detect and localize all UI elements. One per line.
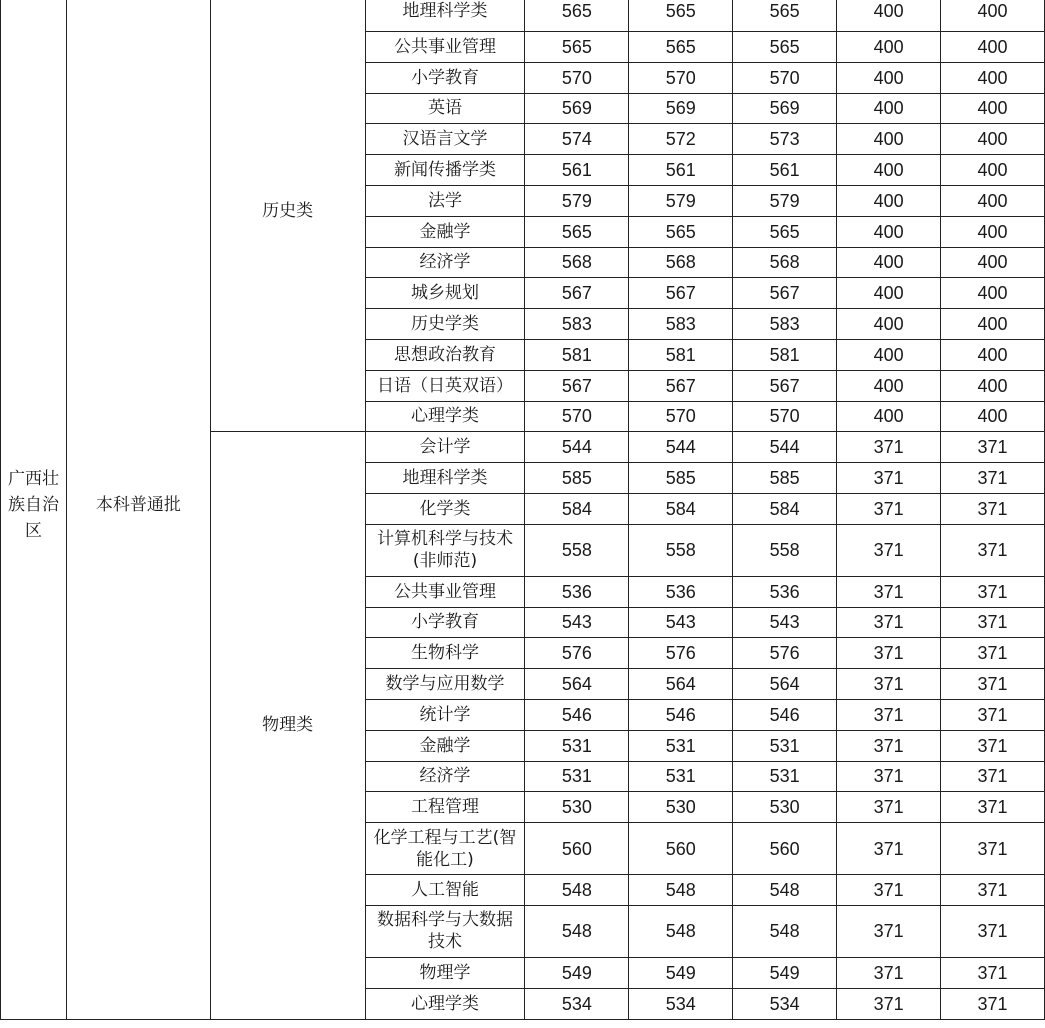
score-cell: 558 — [525, 524, 629, 576]
score-cell: 371 — [941, 524, 1045, 576]
score-cell: 584 — [733, 493, 837, 524]
major-cell: 小学教育 — [365, 62, 525, 93]
score-cell: 536 — [733, 576, 837, 607]
major-cell: 历史学类 — [365, 309, 525, 340]
score-cell: 371 — [837, 957, 941, 988]
score-cell: 534 — [525, 988, 629, 1019]
score-cell: 548 — [629, 875, 733, 906]
score-cell: 567 — [629, 278, 733, 309]
major-cell: 化学工程与工艺(智能化工) — [365, 823, 525, 875]
major-cell: 英语 — [365, 93, 525, 124]
major-cell: 法学 — [365, 185, 525, 216]
score-cell: 564 — [525, 669, 629, 700]
score-cell: 558 — [629, 524, 733, 576]
score-cell: 400 — [941, 370, 1045, 401]
major-cell: 汉语言文学 — [365, 124, 525, 155]
score-cell: 531 — [733, 761, 837, 792]
score-cell: 548 — [525, 875, 629, 906]
score-cell: 400 — [837, 185, 941, 216]
score-cell: 536 — [525, 576, 629, 607]
score-cell: 371 — [837, 730, 941, 761]
score-cell: 560 — [525, 823, 629, 875]
score-cell: 583 — [733, 309, 837, 340]
major-cell: 生物科学 — [365, 638, 525, 669]
score-cell: 565 — [525, 0, 629, 32]
score-cell: 400 — [837, 155, 941, 186]
major-cell: 地理科学类 — [365, 463, 525, 494]
score-cell: 568 — [629, 247, 733, 278]
score-cell: 569 — [525, 93, 629, 124]
score-cell: 400 — [941, 216, 1045, 247]
score-cell: 371 — [837, 432, 941, 463]
score-cell: 400 — [941, 124, 1045, 155]
score-cell: 570 — [629, 401, 733, 432]
score-cell: 561 — [525, 155, 629, 186]
score-cell: 530 — [733, 792, 837, 823]
score-cell: 569 — [629, 93, 733, 124]
score-cell: 548 — [629, 905, 733, 957]
score-cell: 371 — [941, 792, 1045, 823]
score-cell: 546 — [733, 699, 837, 730]
score-cell: 371 — [941, 875, 1045, 906]
table-row — [1, 0, 1045, 32]
score-cell: 567 — [733, 370, 837, 401]
score-cell: 371 — [941, 957, 1045, 988]
major-cell: 日语（日英双语） — [365, 370, 525, 401]
score-cell: 565 — [733, 216, 837, 247]
score-cell: 548 — [525, 905, 629, 957]
major-cell: 新闻传播学类 — [365, 155, 525, 186]
score-cell: 400 — [941, 278, 1045, 309]
score-cell: 579 — [629, 185, 733, 216]
score-cell: 400 — [941, 339, 1045, 370]
score-cell: 371 — [837, 699, 941, 730]
score-cell: 565 — [525, 216, 629, 247]
score-cell: 400 — [837, 62, 941, 93]
score-cell: 371 — [941, 669, 1045, 700]
score-cell: 567 — [733, 278, 837, 309]
score-cell: 584 — [629, 493, 733, 524]
score-cell: 585 — [733, 463, 837, 494]
score-cell: 576 — [525, 638, 629, 669]
score-cell: 560 — [733, 823, 837, 875]
score-cell: 400 — [941, 401, 1045, 432]
major-cell: 经济学 — [365, 247, 525, 278]
score-cell: 371 — [941, 905, 1045, 957]
score-cell: 371 — [941, 463, 1045, 494]
score-cell: 579 — [525, 185, 629, 216]
score-cell: 549 — [525, 957, 629, 988]
score-cell: 565 — [629, 216, 733, 247]
score-cell: 531 — [629, 730, 733, 761]
score-cell: 371 — [941, 493, 1045, 524]
score-cell: 561 — [733, 155, 837, 186]
score-cell: 565 — [525, 32, 629, 63]
score-cell: 371 — [941, 638, 1045, 669]
score-cell: 400 — [941, 185, 1045, 216]
score-cell: 400 — [837, 247, 941, 278]
major-cell: 地理科学类 — [365, 0, 525, 32]
score-cell: 371 — [941, 432, 1045, 463]
score-cell: 568 — [733, 247, 837, 278]
score-cell: 585 — [525, 463, 629, 494]
major-cell: 经济学 — [365, 761, 525, 792]
score-cell: 531 — [525, 761, 629, 792]
score-cell: 583 — [629, 309, 733, 340]
score-cell: 400 — [837, 93, 941, 124]
score-cell: 400 — [837, 216, 941, 247]
score-cell: 567 — [629, 370, 733, 401]
score-cell: 564 — [629, 669, 733, 700]
score-cell: 371 — [837, 669, 941, 700]
major-cell: 心理学类 — [365, 401, 525, 432]
score-cell: 565 — [733, 0, 837, 32]
score-cell: 567 — [525, 370, 629, 401]
score-cell: 569 — [733, 93, 837, 124]
score-cell: 400 — [941, 93, 1045, 124]
major-cell: 金融学 — [365, 730, 525, 761]
score-cell: 371 — [837, 607, 941, 638]
major-cell: 数据科学与大数据技术 — [365, 905, 525, 957]
score-cell: 548 — [733, 875, 837, 906]
category-cell: 历史类 — [210, 0, 365, 432]
major-cell: 人工智能 — [365, 875, 525, 906]
major-cell: 金融学 — [365, 216, 525, 247]
score-cell: 565 — [629, 32, 733, 63]
score-cell: 584 — [525, 493, 629, 524]
region-cell: 广西壮族自治区 — [1, 0, 67, 1019]
score-cell: 570 — [733, 401, 837, 432]
major-cell: 心理学类 — [365, 988, 525, 1019]
score-cell: 371 — [941, 699, 1045, 730]
score-cell: 558 — [733, 524, 837, 576]
table-body — [1, 0, 1045, 1019]
score-cell: 371 — [837, 638, 941, 669]
major-cell: 城乡规划 — [365, 278, 525, 309]
score-cell: 371 — [837, 988, 941, 1019]
score-cell: 583 — [525, 309, 629, 340]
score-cell: 530 — [525, 792, 629, 823]
major-cell: 数学与应用数学 — [365, 669, 525, 700]
score-cell: 570 — [525, 401, 629, 432]
batch-cell: 本科普通批 — [66, 0, 210, 1019]
score-cell: 400 — [837, 309, 941, 340]
major-cell: 工程管理 — [365, 792, 525, 823]
score-cell: 543 — [733, 607, 837, 638]
score-cell: 400 — [837, 401, 941, 432]
score-cell: 572 — [629, 124, 733, 155]
score-cell: 371 — [941, 761, 1045, 792]
major-cell: 公共事业管理 — [365, 576, 525, 607]
score-cell: 371 — [837, 905, 941, 957]
major-cell: 化学类 — [365, 493, 525, 524]
score-cell: 371 — [837, 875, 941, 906]
score-cell: 371 — [837, 463, 941, 494]
category-cell: 物理类 — [210, 432, 365, 1019]
score-cell: 585 — [629, 463, 733, 494]
score-cell: 570 — [629, 62, 733, 93]
score-cell: 561 — [629, 155, 733, 186]
score-cell: 371 — [941, 576, 1045, 607]
score-cell: 573 — [733, 124, 837, 155]
score-cell: 371 — [941, 607, 1045, 638]
score-cell: 400 — [837, 0, 941, 32]
score-cell: 400 — [837, 370, 941, 401]
score-cell: 371 — [837, 576, 941, 607]
score-cell: 581 — [629, 339, 733, 370]
major-cell: 小学教育 — [365, 607, 525, 638]
score-cell: 536 — [629, 576, 733, 607]
score-cell: 544 — [733, 432, 837, 463]
major-cell: 物理学 — [365, 957, 525, 988]
score-cell: 371 — [941, 988, 1045, 1019]
score-cell: 531 — [733, 730, 837, 761]
score-cell: 531 — [525, 730, 629, 761]
score-cell: 400 — [837, 32, 941, 63]
score-cell: 534 — [733, 988, 837, 1019]
score-cell: 574 — [525, 124, 629, 155]
score-cell: 534 — [629, 988, 733, 1019]
score-cell: 546 — [629, 699, 733, 730]
score-cell: 576 — [629, 638, 733, 669]
score-cell: 371 — [837, 761, 941, 792]
score-cell: 530 — [629, 792, 733, 823]
score-cell: 543 — [525, 607, 629, 638]
score-cell: 400 — [941, 0, 1045, 32]
score-cell: 565 — [629, 0, 733, 32]
score-cell: 371 — [941, 823, 1045, 875]
major-cell: 公共事业管理 — [365, 32, 525, 63]
score-cell: 400 — [941, 32, 1045, 63]
score-cell: 400 — [837, 278, 941, 309]
score-cell: 560 — [629, 823, 733, 875]
score-cell: 581 — [733, 339, 837, 370]
score-cell: 400 — [837, 124, 941, 155]
score-cell: 546 — [525, 699, 629, 730]
score-cell: 564 — [733, 669, 837, 700]
score-cell: 371 — [837, 823, 941, 875]
score-cell: 400 — [941, 62, 1045, 93]
score-cell: 371 — [837, 524, 941, 576]
score-cell: 400 — [941, 247, 1045, 278]
major-cell: 思想政治教育 — [365, 339, 525, 370]
score-cell: 400 — [837, 339, 941, 370]
score-cell: 581 — [525, 339, 629, 370]
score-cell: 549 — [629, 957, 733, 988]
score-cell: 549 — [733, 957, 837, 988]
score-cell: 576 — [733, 638, 837, 669]
major-cell: 计算机科学与技术(非师范) — [365, 524, 525, 576]
major-cell: 统计学 — [365, 699, 525, 730]
score-cell: 531 — [629, 761, 733, 792]
score-cell: 567 — [525, 278, 629, 309]
score-cell: 570 — [733, 62, 837, 93]
score-cell: 568 — [525, 247, 629, 278]
score-cell: 579 — [733, 185, 837, 216]
score-cell: 371 — [837, 792, 941, 823]
score-cell: 543 — [629, 607, 733, 638]
score-cell: 570 — [525, 62, 629, 93]
score-cell: 544 — [629, 432, 733, 463]
major-cell: 会计学 — [365, 432, 525, 463]
score-cell: 371 — [837, 493, 941, 524]
score-cell: 565 — [733, 32, 837, 63]
score-cell: 400 — [941, 309, 1045, 340]
score-cell: 548 — [733, 905, 837, 957]
score-cell: 400 — [941, 155, 1045, 186]
score-cell: 544 — [525, 432, 629, 463]
score-cell: 371 — [941, 730, 1045, 761]
